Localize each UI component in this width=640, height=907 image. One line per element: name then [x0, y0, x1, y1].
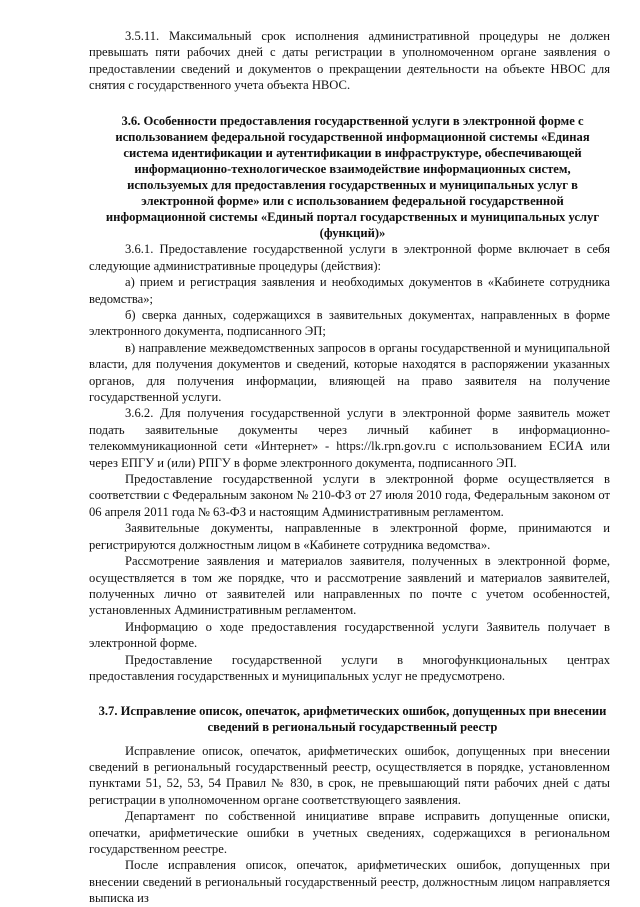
paragraph: Заявительные документы, направленные в электронной форме, принимаются и регистрируются должностным лицом в «Кабинете сотрудника ведомства». [89, 521, 610, 552]
paragraph: Информацию о ходе предоставления государственной услуги Заявитель получает в электронной форме. [89, 619, 610, 651]
paragraph: Департамент по собственной инициативе вправе исправить допущенные описки, опечатки, арифметические ошибки в учетных сведениях, содержащихся в региональном государственном реестре. [89, 809, 610, 856]
section-body-3-6 [89, 241, 610, 684]
section-heading-3-6: 3.6. Особенности предоставления государственной услуги в электронной форме с использованием федеральной государственной информационной системы «Единая система идентификации и аутентификации в инфраструктуре, обеспечивающей информационно-технологическое взаимодействие информационных систем, используемых для предоставления государственных и муниципальных услуг в электронной форме» или с использованием федеральной государственной информационной системы «Единый портал государственных и муниципальных услуг (функций)» [105, 113, 600, 241]
paragraph-3-5-11: 3.5.11. Максимальный срок исполнения административной процедуры не должен превышать пяти рабочих дней с даты регистрации в уполномоченном органе заявления о предоставлении сведений и документов о прекращении деятельности на объекте НВОС для снятия с государственного учета объекта НВОС. [89, 29, 610, 93]
spacer [89, 736, 610, 743]
paragraph-3-6-2: 3.6.2. Для получения государственной услуги в электронной форме заявитель может подать заявительные документы через личный кабинет в информационно-телекоммуникационной сети «Интернет» - https://lk.rpn.gov.ru с использованием ЕСИА или через ЕПГУ и (или) РПГУ в форме электронного документа, подписанного ЭП. [89, 406, 610, 470]
section-heading-3-7: 3.7. Исправление описок, опечаток, арифметических ошибок, допущенных при внесении сведений в региональный государственный реестр [98, 704, 607, 735]
spacer [89, 94, 610, 113]
paragraph: 3.6.1. Предоставление государственной услуги в электронной форме включает в себя следующие административные процедуры (действия): [89, 242, 610, 273]
spacer [89, 684, 610, 703]
list-item-v: в) направление межведомственных запросов в органы государственной и муниципальной власти, для получения документов и сведений, которые находятся в распоряжении указанных органов, для получения информации, влияющей на право заявителя на получение государственной услуги. [89, 340, 610, 405]
paragraph: Предоставление государственной услуги в электронной форме осуществляется в соответствии с Федеральным законом № 210-ФЗ от 27 июля 2010 года, Федеральным законом от 06 апреля 2011 года № 63-ФЗ и настоящим Административным регламентом. [89, 472, 610, 519]
paragraph: Рассмотрение заявления и материалов заявителя, полученных в электронной форме, осуществляется в том же порядке, что и рассмотрение заявлений и материалов заявителей, полученных лично от заявителей или направленных по почте с учетом особенностей, установленных Административным регламентом. [89, 554, 610, 618]
paragraph: Исправление описок, опечаток, арифметических ошибок, допущенных при внесении сведений в региональный государственный реестр, осуществляется в порядке, установленном пунктами 51, 52, 53, 54 Правил № 830, в срок, не превышающий пяти рабочих дней с даты регистрации в уполномоченном органе соответствующего заявления. [89, 743, 610, 807]
paragraph: Предоставление государственной услуги в многофункциональных центрах предоставления государственных и муниципальных услуг не предусмотрено. [89, 652, 610, 683]
section-body-3-7 [89, 743, 610, 907]
paragraph: После исправления описок, опечаток, арифметических ошибок, допущенных при внесении сведений в региональный государственный реестр, должностным лицом направляется выписка из [89, 858, 610, 906]
list-item-b: б) сверка данных, содержащихся в заявительных документах, направленных в форме электронного документа, подписанного ЭП; [89, 308, 610, 339]
list-item-a: а) прием и регистрация заявления и необходимых документов в «Кабинете сотрудника ведомства»; [89, 275, 610, 306]
